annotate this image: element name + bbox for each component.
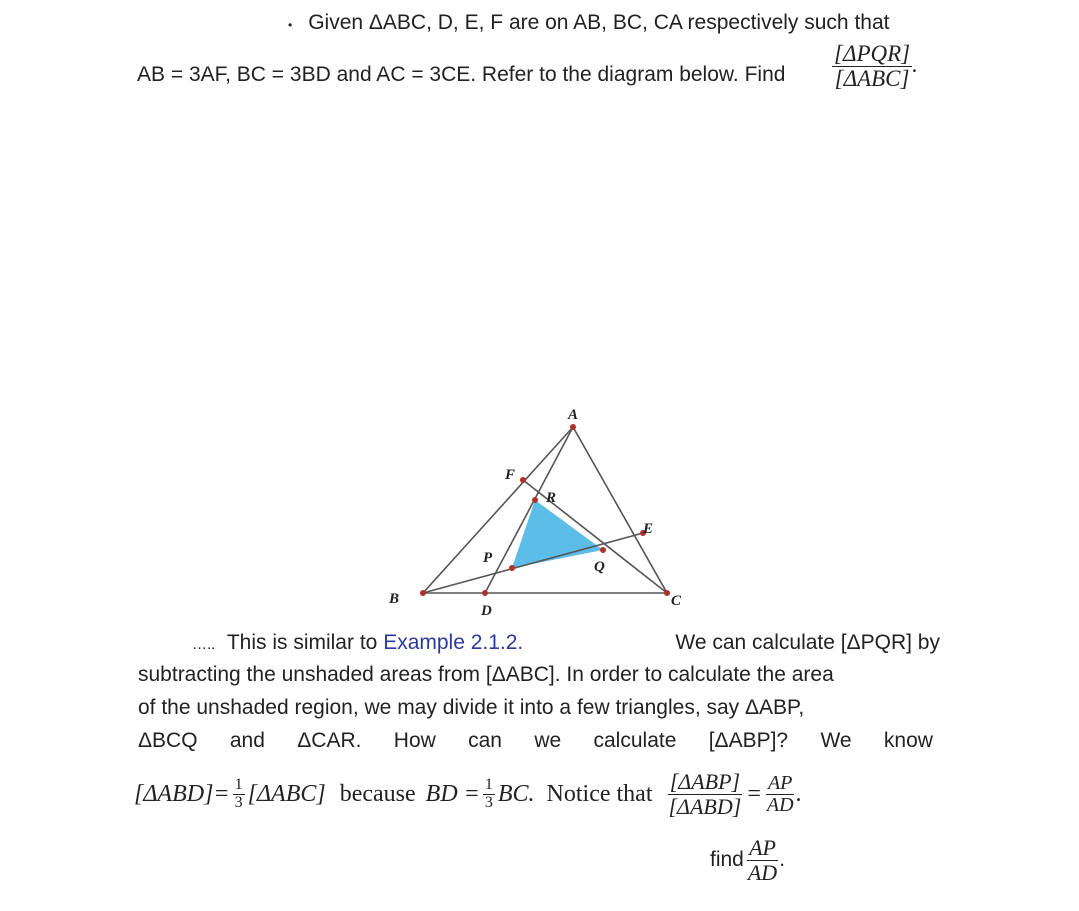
solution-line-3 bbox=[138, 695, 804, 721]
eq-fraction-one-third-2 bbox=[483, 777, 495, 812]
solution-text-1b: We can calculate [ΔPQR] by bbox=[675, 631, 940, 654]
label-d: D bbox=[481, 603, 492, 619]
frac-num: AP bbox=[749, 835, 776, 861]
point-c bbox=[664, 590, 670, 596]
solution-line-2 bbox=[138, 662, 834, 688]
solution-text-3: of the unshaded region, we may divide it into a few triangles, say ΔABP, bbox=[138, 696, 805, 719]
solution-text-2: subtracting the unshaded areas from [ΔABC]. In order to calculate the area bbox=[138, 663, 834, 686]
problem-line-1 bbox=[288, 10, 889, 38]
triangle-diagram bbox=[385, 405, 690, 623]
fraction-numerator: [ΔPQR] bbox=[834, 41, 911, 66]
find-label: find bbox=[710, 848, 744, 871]
eq-abc: [ΔABC] bbox=[247, 780, 326, 807]
point-d bbox=[482, 590, 488, 596]
word: and bbox=[229, 729, 265, 752]
word: can bbox=[468, 729, 502, 752]
find-line bbox=[710, 826, 785, 894]
find-fraction bbox=[746, 836, 779, 883]
problem-line-2 bbox=[137, 62, 785, 88]
word: calculate bbox=[593, 729, 677, 752]
label-c: C bbox=[671, 593, 682, 609]
point-q bbox=[600, 547, 606, 553]
label-q: Q bbox=[594, 559, 605, 575]
eq-because: because bbox=[339, 780, 416, 807]
frac-num: 1 bbox=[234, 775, 243, 793]
point-b bbox=[420, 590, 426, 596]
eq-ratio-areas bbox=[667, 770, 744, 817]
solution-dots: ….. bbox=[192, 636, 216, 653]
solution-line-4 bbox=[138, 728, 933, 754]
frac-den: 3 bbox=[234, 793, 243, 811]
eq-ratio-lengths bbox=[765, 773, 796, 816]
example-link[interactable]: Example 2.1.2. bbox=[383, 631, 524, 654]
word: [ΔABP]? bbox=[708, 729, 789, 752]
frac-den: AD bbox=[747, 859, 778, 885]
point-f bbox=[520, 477, 526, 483]
eq-abd: [ΔABD]= bbox=[134, 780, 230, 807]
word: know bbox=[883, 729, 933, 752]
word: ΔCAR. bbox=[297, 729, 362, 752]
word: we bbox=[534, 729, 562, 752]
fraction-period: . bbox=[912, 51, 918, 77]
eq-equals: = bbox=[747, 780, 761, 807]
frac-den: AD bbox=[766, 793, 794, 816]
label-p: P bbox=[483, 550, 493, 566]
point-p bbox=[509, 565, 515, 571]
word: How bbox=[393, 729, 436, 752]
label-f: F bbox=[505, 467, 516, 483]
problem-fraction bbox=[832, 42, 918, 91]
frac-den: 3 bbox=[484, 793, 493, 811]
triangle-svg bbox=[385, 405, 690, 623]
frac-num: [ΔABP] bbox=[669, 769, 741, 795]
bullet: • bbox=[288, 18, 293, 32]
point-r bbox=[532, 497, 538, 503]
eq-period: . bbox=[795, 780, 802, 807]
eq-bd: BD = bbox=[425, 780, 480, 807]
point-a bbox=[570, 424, 576, 430]
frac-den: [ΔABD] bbox=[668, 793, 742, 819]
eq-bc: BC. bbox=[497, 780, 535, 807]
problem-text-2: AB = 3AF, BC = 3BD and AC = 3CE. Refer to the diagram below. Find bbox=[137, 63, 786, 86]
label-r: R bbox=[546, 490, 557, 506]
equation-line bbox=[134, 758, 940, 830]
frac-num: AP bbox=[767, 771, 793, 794]
problem-text-1: Given ΔABC, D, E, F are on AB, BC, CA respectively such that bbox=[308, 11, 890, 34]
eq-fraction-one-third bbox=[233, 777, 245, 812]
fraction-denominator: [ΔABC] bbox=[834, 66, 910, 92]
shaded-triangle-pqr bbox=[512, 500, 603, 568]
find-period: . bbox=[779, 848, 786, 871]
label-b: B bbox=[389, 591, 400, 607]
solution-line-1 bbox=[192, 630, 940, 658]
word: ΔBCQ bbox=[138, 729, 198, 752]
label-a: A bbox=[568, 407, 579, 423]
frac-num: 1 bbox=[484, 775, 493, 793]
eq-notice: Notice that bbox=[546, 780, 653, 807]
label-e: E bbox=[643, 521, 654, 537]
word: We bbox=[820, 729, 852, 752]
solution-text-1a: This is similar to bbox=[226, 631, 378, 654]
